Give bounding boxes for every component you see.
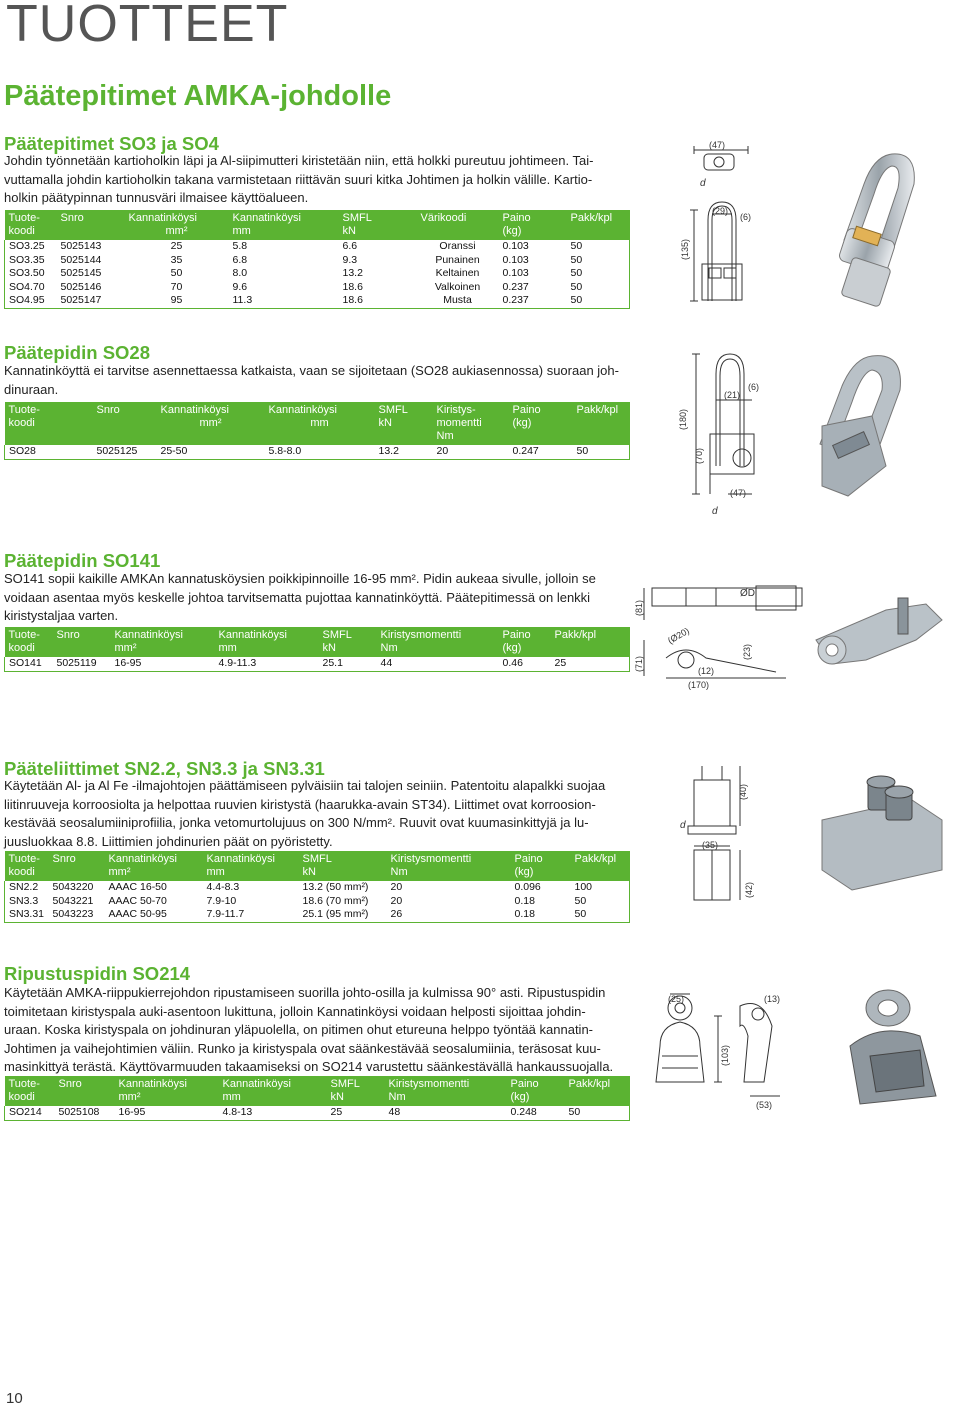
col-header: SMFL kN — [339, 210, 417, 240]
table-header-row — [5, 1076, 630, 1106]
dim-label: d — [680, 820, 686, 831]
dim-label: ØD — [740, 588, 755, 599]
dim-label: (6) — [748, 382, 759, 392]
spec-table-so28 — [4, 402, 630, 460]
page-number: 10 — [6, 1390, 23, 1407]
dim-label: d — [700, 178, 706, 189]
col-header: Pakk/kpl — [573, 402, 630, 445]
col-header: Tuote- koodi — [5, 627, 53, 657]
desc-line: Johtimen ja vaihejohtimien väliin. Runko ja kiristyspala ovat säänkestävää seosalumiinia, teräsosat kuu- — [4, 1040, 601, 1056]
col-header: Snro — [53, 627, 111, 657]
col-header: Kannatinköysi mm — [265, 402, 375, 445]
section-title-so3-so4: Päätepitimet SO3 ja SO4 — [4, 133, 219, 154]
col-header: Kannatinköysi mm — [229, 210, 339, 240]
desc-line: kestävää seosalumiiniprofiilia, jonka vetomurtolujuus on 300 N/mm². Ruuvit ovat kuumasinkittyjä ja lu- — [4, 815, 589, 830]
so28-technical-drawing — [672, 346, 952, 518]
spec-table-sn — [4, 851, 630, 923]
section-description-so214 — [4, 984, 634, 1077]
col-header: Pakk/kpl — [565, 1076, 630, 1106]
dim-label: (71) — [634, 655, 644, 672]
page-title: TUOTTEET — [6, 0, 289, 53]
table-row: SO4.95 5025147 95 11.3 18.6 Musta 0.237 50 — [9, 294, 583, 307]
section-description-so3-so4 — [4, 152, 634, 208]
dim-label: (53) — [756, 1100, 773, 1110]
desc-line: voidaan asentaa myös keskelle johtoa tarvitsematta pujottaa kannatinköyttä. Päätepitimessä on lenkki — [4, 589, 591, 605]
col-header: SMFL kN — [327, 1076, 385, 1106]
dim-label: (81) — [634, 599, 644, 616]
sn-product-image — [822, 776, 942, 890]
dim-label: (35) — [702, 840, 719, 850]
col-header: SMFL kN — [375, 402, 433, 445]
col-header: Värikoodi — [417, 210, 499, 240]
col-header: Kannatinköysi mm² — [105, 851, 203, 881]
dim-label: (180) — [678, 408, 688, 430]
desc-line: holkin päätypinnan tunnusväri ilmaisee käyttöalueen. — [4, 190, 309, 205]
dim-label: (47) — [709, 140, 726, 150]
so141-technical-drawing — [636, 580, 956, 692]
so141-product-image — [816, 598, 942, 664]
so3-product-image — [822, 144, 942, 314]
desc-line: kiristystaljaa varten. — [4, 608, 119, 623]
desc-line: liitinruuveja korroosiolta ja helpottaa ruuvien kiristystä (haarukka-avain ST34). Liittimet ovat korroosion- — [4, 796, 596, 812]
spec-table-so214 — [4, 1076, 630, 1121]
col-header: Pakk/kpl — [567, 210, 630, 240]
col-header: SMFL kN — [319, 627, 377, 657]
col-header: Snro — [93, 402, 157, 445]
col-header: Kiristys- momentti Nm — [433, 402, 509, 445]
dim-label: (21) — [724, 390, 741, 400]
so3-technical-drawing — [672, 136, 762, 308]
table-header-row — [5, 627, 630, 657]
table-row: SO3.50 5025145 50 8.0 13.2 Keltainen 0.103 50 — [9, 267, 583, 280]
so214-product-image — [850, 990, 936, 1104]
col-header: Kannatinköysi mm² — [125, 210, 229, 240]
table-header-row — [5, 210, 630, 240]
col-header: Snro — [49, 851, 105, 881]
col-header: Pakk/kpl — [571, 851, 630, 881]
dim-label: (40) — [738, 783, 748, 800]
col-header: Tuote- koodi — [5, 210, 57, 240]
dim-label: (6) — [740, 212, 751, 222]
desc-line: Käytetään AMKA-riippukierrejohdon ripustamiseen suorilla johto-osilla ja kulmissa 90° asti. Ripustuspidin — [4, 985, 606, 1000]
col-header: Kannatinköysi mm² — [111, 627, 215, 657]
col-header: Kannatinköysi mm — [203, 851, 299, 881]
col-header: Paino (kg) — [499, 210, 567, 240]
desc-line: uraan. Koska kiristyspala on johdinuran yläpuolella, on pitimen ohut etureuna helppo työntää kannatin- — [4, 1022, 593, 1037]
table-header-row — [5, 851, 630, 881]
dim-label: (12) — [698, 666, 715, 676]
dim-label: (25) — [668, 994, 685, 1004]
col-header: Kannatinköysi mm² — [115, 1076, 219, 1106]
table-row: SO4.70 5025146 70 9.6 18.6 Valkoinen 0.237 50 — [9, 280, 583, 293]
dim-label: (29) — [712, 206, 729, 216]
col-header: Paino (kg) — [511, 851, 571, 881]
col-header: Tuote- koodi — [5, 402, 93, 445]
desc-line: Johdin työnnetään kartioholkin läpi ja Al-siipimutteri kiristetään niin, että holkki pureutuu johtimeen. Tai- — [4, 153, 594, 168]
desc-line: toimitetaan kiristyspala auki-asentoon lukittuna, jolloin Kannatinköysi voidaan helposti sijoittaa johdin- — [4, 1003, 586, 1019]
section-title-so28: Päätepidin SO28 — [4, 342, 150, 363]
col-header: SMFL kN — [299, 851, 387, 881]
dim-label: (70) — [694, 447, 704, 464]
table-row: SO3.25 5025143 25 5.8 6.6 Oranssi 0.103 50 — [9, 240, 583, 252]
col-header: Tuote- koodi — [5, 851, 49, 881]
dim-label: (135) — [680, 238, 690, 260]
sn-technical-drawing — [672, 760, 952, 910]
spec-table-so141 — [4, 627, 630, 672]
section-title-so141: Päätepidin SO141 — [4, 550, 161, 571]
col-header: Paino (kg) — [499, 627, 551, 657]
desc-line: dinuraan. — [4, 381, 59, 397]
desc-line: vuttamalla johdin kartioholkin takana varmistetaan riittävän suuri kitka Johtimen ja holkin välille. Kartio- — [4, 171, 593, 187]
dim-label: (23) — [742, 643, 752, 660]
col-header: Snro — [57, 210, 125, 240]
spec-table-so3-so4 — [4, 210, 630, 309]
table-row: SO214 5025108 16-95 4.8-13 25 48 0.248 50 — [9, 1106, 581, 1118]
col-header: Kannatinköysi mm — [215, 627, 319, 657]
section-title-so214: Ripustuspidin SO214 — [4, 963, 191, 984]
col-header: Kiristysmomentti Nm — [387, 851, 511, 881]
col-header: Kiristysmomentti Nm — [377, 627, 499, 657]
col-header: Kannatinköysi mm — [219, 1076, 327, 1106]
table-row: SN3.3 5043221 AAAC 50-70 7.9-10 18.6 (70 mm²) 20 0.18 50 — [9, 894, 587, 907]
dim-label: (47) — [730, 488, 747, 498]
table-row: SO141 5025119 16-95 4.9-11.3 25.1 44 0.46 25 — [9, 657, 567, 669]
dim-label: (103) — [720, 1044, 730, 1066]
col-header: Tuote- koodi — [5, 1076, 55, 1106]
col-header: Paino (kg) — [509, 402, 573, 445]
section-description-so28 — [4, 362, 634, 399]
col-header: Pakk/kpl — [551, 627, 630, 657]
col-header: Kiristysmomentti Nm — [385, 1076, 507, 1106]
col-header: Paino (kg) — [507, 1076, 565, 1106]
dim-label: (13) — [764, 994, 781, 1004]
section-description-sn — [4, 777, 634, 851]
desc-line: juusluokkaa 8.8. Liittimien johdinurien päät on pyöristetty. — [4, 833, 333, 849]
table-row: SO3.35 5025144 35 6.8 9.3 Punainen 0.103 50 — [9, 253, 583, 266]
col-header: Kannatinköysi mm² — [157, 402, 265, 445]
desc-line: SO141 sopii kaikille AMKAn kannatusköysien poikkipinnoille 16-95 mm². Pidin aukeaa sivulle, jolloin se — [4, 571, 596, 586]
desc-line: masinkittyä terästä. Käyttövarmuuden takaamiseksi on SO214 varustettu säänkestävällä hankaussuojalla. — [4, 1059, 614, 1074]
col-header: Snro — [55, 1076, 115, 1106]
table-row: SN2.2 5043220 AAAC 16-50 4.4-8.3 13.2 (50 mm²) 20 0.096 100 — [9, 881, 593, 893]
table-header-row — [5, 402, 630, 445]
so214-technical-drawing — [640, 986, 950, 1116]
desc-line: Käytetään Al- ja Al Fe -ilmajohtojen päättämiseen pylväisiin tai talojen seiniin. Patentoitu alapalkki suojaa — [4, 778, 606, 793]
desc-line: Kannatinköyttä ei tarvitse asennettaessa katkaista, vaan se sijoitetaan (SO28 aukiasennossa) suoraan joh- — [4, 363, 619, 378]
dim-label: d — [712, 506, 718, 517]
section-description-so141 — [4, 570, 634, 626]
dim-label: (42) — [744, 881, 754, 898]
section-title-sn: Pääteliittimet SN2.2, SN3.3 ja SN3.31 — [4, 758, 325, 779]
dim-label: (Ø20) — [666, 625, 691, 646]
so28-product-image — [820, 356, 900, 496]
table-row: SO28 5025125 25-50 5.8-8.0 13.2 20 0.247 50 — [9, 445, 589, 457]
dim-label: (170) — [688, 680, 710, 690]
main-title: Päätepitimet AMKA-johdolle — [4, 80, 392, 112]
table-row: SN3.31 5043223 AAAC 50-95 7.9-11.7 25.1 (95 mm²) 26 0.18 50 — [9, 908, 587, 921]
